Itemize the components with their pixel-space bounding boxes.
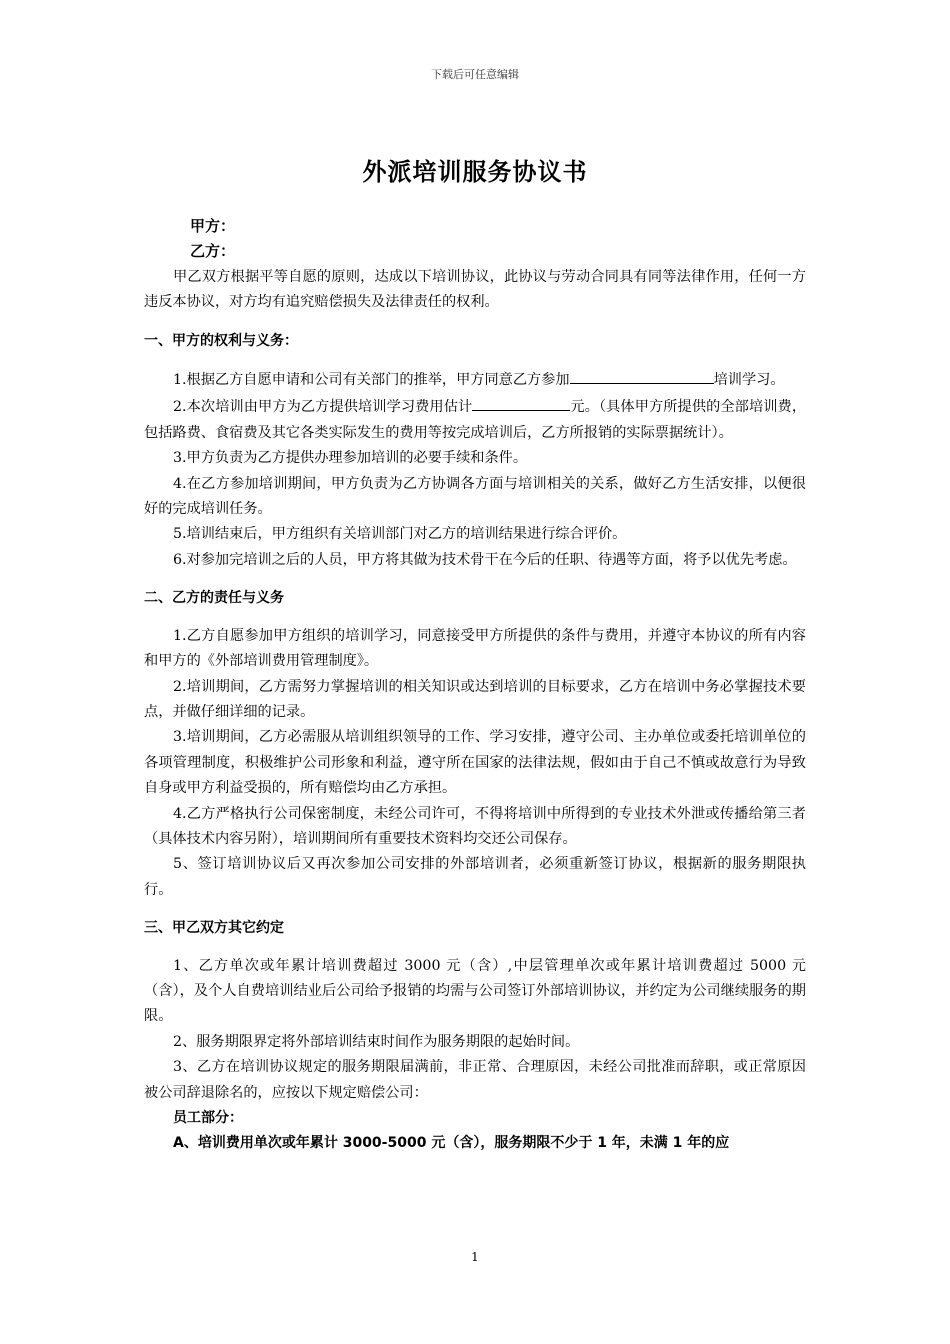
section3-item-3: 3、乙方在培训协议规定的服务期限届满前，非正常、合理原因，未经公司批准而辞职，或正常原因被公司辞退除名的，应按以下规定赔偿公司： (144, 1059, 806, 1101)
employee-section-label: 员工部分： (173, 1110, 243, 1126)
party-b-label: 乙方： (190, 242, 236, 261)
section1-item-1-before: 1.根据乙方自愿申请和公司有关部门的推举，甲方同意乙方参加 (173, 372, 570, 389)
course-name-blank (570, 366, 714, 384)
section3-item-1: 1、乙方单次或年累计培训费超过 3000 元（含）,中层管理单次或年累计培训费超过 5000 元（含），及个人自费培训结业后公司给予报销的均需与公司签订外部培训协议，并约定为公司继续服务的期限。 (144, 957, 806, 1025)
section3-heading: 三、甲乙双方其它约定 (144, 920, 284, 937)
section1-item-6: 6.对参加完培训之后的人员，甲方将其做为技术骨干在今后的任职、待遇等方面，将予以优先考虑。 (173, 551, 797, 568)
section2-item-5: 5、签订培训协议后又再次参加公司安排的外部培训者，必须重新签订协议，根据新的服务期限执行。 (144, 856, 806, 898)
header-note: 下载后可任意编辑 (431, 68, 519, 81)
section1-heading: 一、甲方的权利与义务： (144, 332, 298, 349)
section1-item-1 (144, 366, 806, 393)
page-number: 1 (471, 1250, 479, 1264)
section3-item-2: 2、服务期限界定将外部培训结束时间作为服务期限的起始时间。 (173, 1033, 580, 1050)
section2-item-4: 4.乙方严格执行公司保密制度，未经公司许可，不得将培训中所得到的专业技术外泄或传播给第三者（具体技术内容另附），培训期间所有重要技术资料均交还公司保存。 (144, 805, 806, 847)
section2-item-2: 2.培训期间，乙方需努力掌握培训的相关知识或达到培训的目标要求，乙方在培训中务必掌握技术要点，并做仔细详细的记录。 (144, 678, 806, 720)
document-body (144, 214, 806, 1157)
section1-item-3: 3.甲方负责为乙方提供办理参加培训的必要手续和条件。 (173, 450, 528, 467)
intro-paragraph: 甲乙双方根据平等自愿的原则，达成以下培训协议，此协议与劳动合同具有同等法律作用，任何一方违反本协议，对方均有追究赔偿损失及法律责任的权利。 (144, 268, 806, 311)
section1-item-2-after: 元。（具体甲方所提供的全部培训费，包括路费、食宿费及其它各类实际发生的费用等按完成培训后，乙方所报销的实际票据统计）。 (144, 399, 807, 441)
section2-heading: 二、乙方的责任与义务 (144, 590, 284, 607)
section1-item-2 (144, 393, 806, 446)
section1-item-4: 4.在乙方参加培训期间，甲方负责为乙方协调各方面与培训相关的关系，做好乙方生活安排，以便很好的完成培训任务。 (144, 475, 806, 518)
section2-item-3: 3.培训期间，乙方必需服从培训组织领导的工作、学习安排，遵守公司、主办单位或委托培训单位的各项管理制度，积极维护公司形象和利益，遵守所在国家的法律法规，假如由于自己不慎或故意行为导致自身或甲方利益受损的，所有赔偿均由乙方承担。 (144, 729, 806, 797)
section1-item-1-after: 培训学习。 (713, 372, 785, 389)
section1-item-2-before: 2.本次培训由甲方为乙方提供培训学习费用估计 (173, 399, 473, 416)
party-a-label: 甲方： (190, 217, 236, 235)
document-title: 外派培训服务协议书 (362, 158, 588, 186)
fee-estimate-blank (472, 393, 570, 411)
employee-clause-a: A、培训费用单次或年累计 3000-5000 元（含），服务期限不少于 1 年，未满 1 年的应 (173, 1135, 730, 1152)
section1-item-5: 5.培训结束后，甲方组织有关培训部门对乙方的培训结果进行综合评价。 (173, 526, 627, 543)
section2-item-1: 1.乙方自愿参加甲方组织的培训学习，同意接受甲方所提供的条件与费用，并遵守本协议的所有内容和甲方的《外部培训费用管理制度》。 (144, 627, 806, 670)
